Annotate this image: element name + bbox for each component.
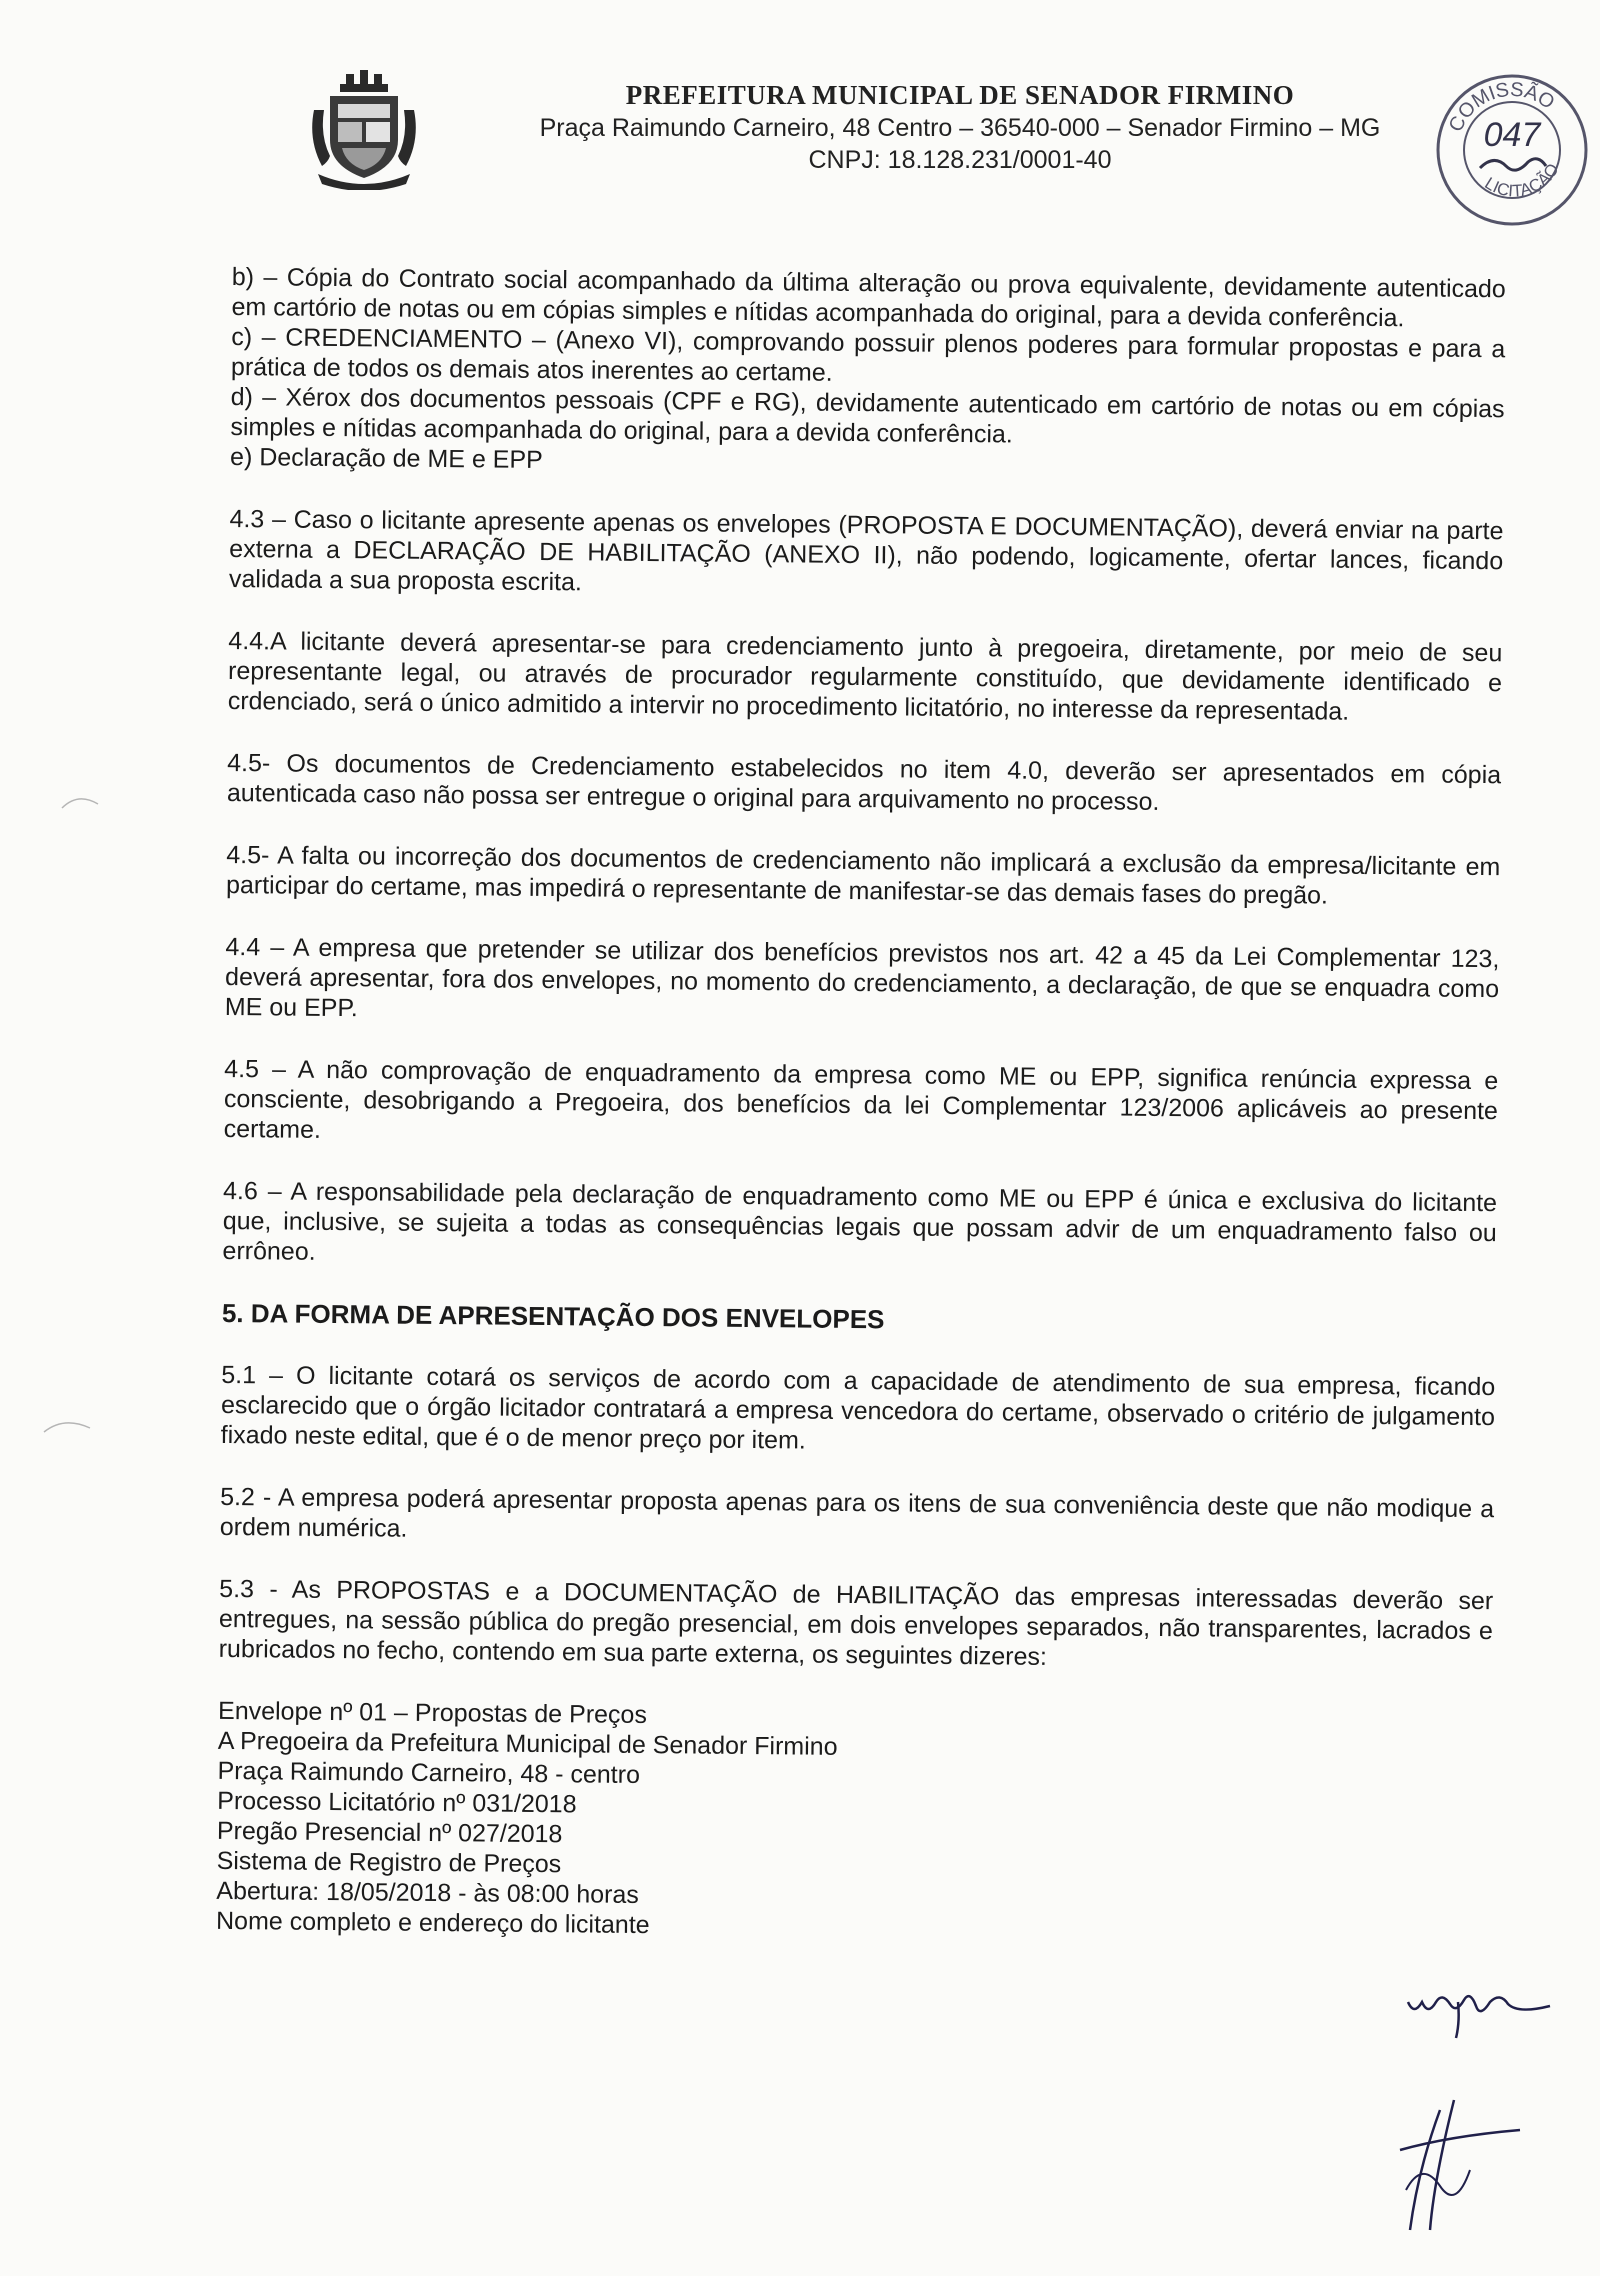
envelope-line: Pregão Presencial nº 027/2018 [216, 1816, 563, 1849]
paragraph-5-3: 5.3 - As PROPOSTAS e a DOCUMENTAÇÃO de HABILITAÇÃO das empresas interessadas deverão ser entregues, na sessão pública do pregão presencial, em dois envelopes separados, não transparentes, lacrados e rubricados no fecho, contendo em sua parte externa, os seguintes dizeres: [218, 1574, 1494, 1671]
requirements-list [230, 262, 1506, 484]
header-title: PREFEITURA MUNICIPAL DE SENADOR FIRMINO [625, 80, 1295, 110]
paragraph-4-5c: 4.5 – A não comprovação de enquadramento da empresa como ME ou EPP, significa renúncia expressa e consciente, desobrigando a Pregoeira, dos benefícios da lei Complementar 123/2006 aplicáveis ao presente certame. [223, 1054, 1499, 1144]
item-c: c) – CREDENCIAMENTO – (Anexo VI), comprovando possuir plenos poderes para formular propostas e para a prática de todos os demais atos inerentes ao certame. [230, 322, 1506, 387]
item-e: e) Declaração de ME e EPP [229, 442, 543, 474]
document-body [216, 262, 1506, 1948]
header-address: Praça Raimundo Carneiro, 48 Centro – 36540-000 – Senador Firmino – MG [539, 114, 1381, 142]
scan-mark [58, 788, 118, 818]
envelope-label-block [216, 1696, 1492, 1948]
paragraph-4-3: 4.3 – Caso o licitante apresente apenas os envelopes (PROPOSTA E DOCUMENTAÇÃO), deverá enviar na parte externa a DECLARAÇÃO DE HABILITAÇÃO (ANEXO II), não podendo, logicamente, ofertar lances, ficando validada a sua proposta escrita. [228, 504, 1504, 597]
item-d: d) – Xérox dos documentos pessoais (CPF e RG), devidamente autenticado em cartório de notas ou em cópias simples e nítidas acompanhada do original, para a devida conferência. [230, 382, 1505, 449]
envelope-line: Envelope nº 01 – Propostas de Preços [217, 1696, 648, 1730]
envelope-line: Praça Raimundo Carneiro, 48 - centro [217, 1756, 641, 1789]
envelope-line: Abertura: 18/05/2018 - às 08:00 horas [216, 1876, 639, 1909]
handwritten-signature [1370, 2090, 1530, 2240]
letterhead [470, 78, 1450, 176]
header-cnpj: CNPJ: 18.128.231/0001-40 [808, 146, 1112, 174]
stamp-top-text: COMISSÃO [1444, 78, 1559, 136]
paragraph-4-4b: 4.4 – A empresa que pretender se utilizar dos benefícios previstos nos art. 42 a 45 da Lei Complementar 123, deverá apresentar, fora dos envelopes, no momento do credenciamento, a declaração, de que se enquadra como ME ou EPP. [224, 932, 1500, 1023]
commission-stamp [1428, 66, 1596, 234]
section-5-title: 5. DA FORMA DE APRESENTAÇÃO DOS ENVELOPES [221, 1297, 885, 1335]
municipal-coat-of-arms-icon [308, 70, 420, 190]
handwritten-rubric [1400, 1972, 1560, 2042]
scan-mark [40, 1410, 100, 1440]
envelope-line: Nome completo e endereço do licitante [215, 1906, 650, 1940]
paragraph-4-5a: 4.5- Os documentos de Credenciamento estabelecidos no item 4.0, deverão ser apresentados em cópia autenticada caso não possa ser entregue o original para arquivamento no processo. [226, 748, 1502, 816]
stamp-bottom-text: LICITAÇÃO [1481, 160, 1563, 201]
paragraph-4-4a: 4.4.A licitante deverá apresentar-se para credenciamento junto à pregoeira, diretamente, por meio de seu representante legal, ou através de procurador regularmente constituído, que devidamente identificado e crdenciado, será o único admitido a intervir no procedimento licitatório, no interesse da representada. [227, 626, 1503, 726]
paragraph-5-1: 5.1 – O licitante cotará os serviços de acordo com a capacidade de atendimento de sua empresa, ficando esclarecido que o órgão licitador contratará a empresa vencedora do certame, observado o critério de julgamento fixado neste edital, que é o de menor preço por item. [220, 1360, 1496, 1455]
envelope-line: Processo Licitatório nº 031/2018 [217, 1786, 577, 1819]
item-b: b) – Cópia do Contrato social acompanhado da última alteração ou prova equivalente, devidamente autenticado em cartório de notas ou em cópias simples e nítidas acompanhada do original, para a devida conferência. [231, 262, 1506, 333]
paragraph-4-6: 4.6 – A responsabilidade pela declaração de enquadramento como ME ou EPP é única e exclusiva do licitante que, inclusive, se sujeita a todas as consequências legais que possam advir de um enquadramento falso ou errôneo. [222, 1176, 1498, 1266]
paragraph-4-5b: 4.5- A falta ou incorreção dos documentos de credenciamento não implicará a exclusão da empresa/licitante em participar do certame, mas impedirá o representante de manifestar-se das demais fases do pregão. [225, 840, 1501, 910]
stamp-number: 047 [1483, 116, 1541, 154]
paragraph-5-2: 5.2 - A empresa poderá apresentar proposta apenas para os itens de sua conveniência deste que não modique a ordem numérica. [219, 1482, 1495, 1543]
envelope-line: A Pregoeira da Prefeitura Municipal de Senador Firmino [217, 1726, 838, 1761]
envelope-line: Sistema de Registro de Preços [216, 1846, 562, 1879]
